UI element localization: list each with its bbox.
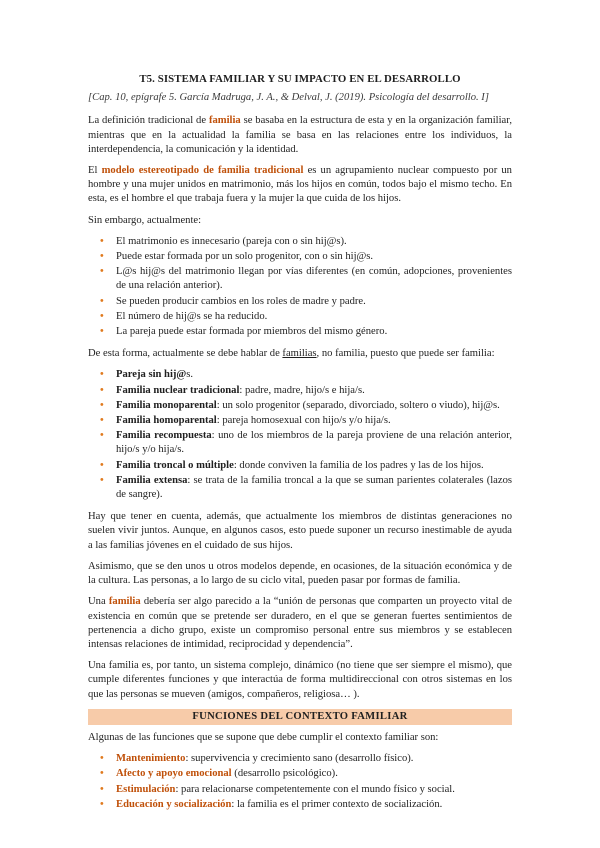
paragraph-traditional-model [88,164,512,207]
paragraph-models: Asimismo, que se den unos u otros modelos depende, en ocasiones, de la situación económica y de la cultura. Las personas, a lo largo de su ciclo vital, pueden pasar por formas de familia. [88,560,512,587]
desc: (desarrollo psicológico). [231,768,338,780]
list-item: • El número de hij@s se ha reducido. [116,310,512,324]
term: Educación y socialización [116,798,232,810]
highlight-term: familia [208,115,241,127]
paragraph-currently: Sin embargo, actualmente: [88,214,202,226]
list-item [116,767,512,781]
list-item [116,429,512,457]
desc: : donde conviven la familia de los padres y las de los hijos. [233,459,484,471]
paragraph-generations: Hay que tener en cuenta, además, que actualmente los miembros de distintas generaciones no suelen vivir juntos. Aunque, en algunos casos, esto puede suponer un recurso inestimable de ayuda a las familias jóvenes en el cuidado de sus hijos. [88,511,512,551]
term: Familia monoparental [116,399,217,411]
list-item: • El matrimonio es innecesario (pareja con o sin hij@s). [116,235,512,249]
text-span: se basaba en la estructura de esta y en la organización familiar, mientras que en la actualidad la familia se basa en las relaciones entre los individuos, la interdependencia, la comunicación y la identidad. [88,115,512,155]
list-item [116,798,512,812]
list-item [116,783,512,797]
paragraph-family-definition [88,595,512,652]
desc: s. [186,369,194,381]
text-span: De esta forma, actualmente se debe hablar de [88,348,283,360]
term: Mantenimiento [116,753,186,765]
term: Familia nuclear tradicional [116,384,240,396]
citation-reference: [Cap. 10, epígrafe 5. García Madruga, J. A., & Delval, J. (2019). Psicología del desarrollo. I] [88,92,489,104]
list-item: • L@s hij@s del matrimonio llegan por vías diferentes (en común, adopciones, provenientes de una relación anterior). [116,265,512,293]
text-span: debería ser algo parecido a la “unión de personas que comparten un proyecto vital de existencia en común que se pretende ser duradero, en el que se generan fuertes sentimientos de pertenencia a dicho grupo, existe un compromiso personal entre sus miembros y se establecen intensas relaciones de intimidad, reciprocidad y dependencia”. [88,596,512,650]
paragraph-functions-intro: Algunas de las funciones que se supone que debe cumplir el contexto familiar son: [88,731,439,743]
text-span: La definición tradicional de [88,115,209,127]
list-item [116,414,512,428]
text-span: Una [88,596,109,608]
functions-list [88,752,512,812]
highlight-term: modelo estereotipado de familia tradicional [101,165,304,177]
list-item [116,384,512,398]
list-item [116,474,512,502]
list-item: • Se pueden producir cambios en los roles de madre y padre. [116,295,512,309]
highlight-term: familia [108,596,141,608]
list-item [116,752,512,766]
desc: : para relacionarse competentemente con el mundo físico y social. [175,783,455,795]
list-item [116,459,512,473]
term: Afecto y apoyo emocional [116,768,232,780]
desc: : pareja homosexual con hijo/s y/o hija/s. [216,415,391,427]
list-item [116,368,512,382]
current-changes-list [88,235,512,339]
term: Familia homoparental [116,415,217,427]
underlined-term: familias [282,348,317,360]
desc: : supervivencia y crecimiento sano (desarrollo físico). [185,753,414,765]
paragraph-families [88,347,512,361]
list-item [116,399,512,413]
list-item: • La pareja puede estar formada por miembros del mismo género. [116,325,512,339]
desc: : uno de los miembros de la pareja proviene de una relación anterior, hijo/s y/o hija/s. [116,430,512,456]
term: Familia troncal o múltiple [116,459,234,471]
desc: : padre, madre, hijo/s e hija/s. [239,384,365,396]
term: Familia extensa [116,474,188,486]
list-item: • Puede estar formada por un solo progenitor, con o sin hij@s. [116,250,512,264]
desc: : se trata de la familia troncal a la que se suman parientes colaterales (lazos de sangre). [116,474,512,501]
text-span: , no familia, puesto que puede ser familia: [316,348,495,360]
paragraph-definition [88,114,512,157]
paragraph-system: Una familia es, por tanto, un sistema complejo, dinámico (no tiene que ser siempre el mismo), que cumple diferentes funciones y que interactúa de forma multidireccional con otros sistemas en los que las personas se mueven (amigos, compañeros, religiosa… ). [88,660,512,700]
term: Familia recompuesta [116,430,212,442]
document-title: T5. SISTEMA FAMILIAR Y SU IMPACTO EN EL DESARROLLO [139,73,461,85]
text-span: es un agrupamiento nuclear compuesto por un hombre y una mujer unidos en matrimonio, más los hijos en común, todos bajo el mismo techo. En esta, es el hombre el que trabaja fuera y la mujer la que cuida de los hijos. [88,165,512,205]
desc: : la familia es el primer contexto de socialización. [231,798,443,810]
text-span: El [88,165,102,177]
desc: : un solo progenitor (separado, divorciado, soltero o viudo), hij@s. [216,399,500,411]
term: Pareja sin hij@ [116,369,187,381]
section-heading: FUNCIONES DEL CONTEXTO FAMILIAR [88,709,512,725]
family-types-list [88,368,512,502]
term: Estimulación [116,783,176,795]
